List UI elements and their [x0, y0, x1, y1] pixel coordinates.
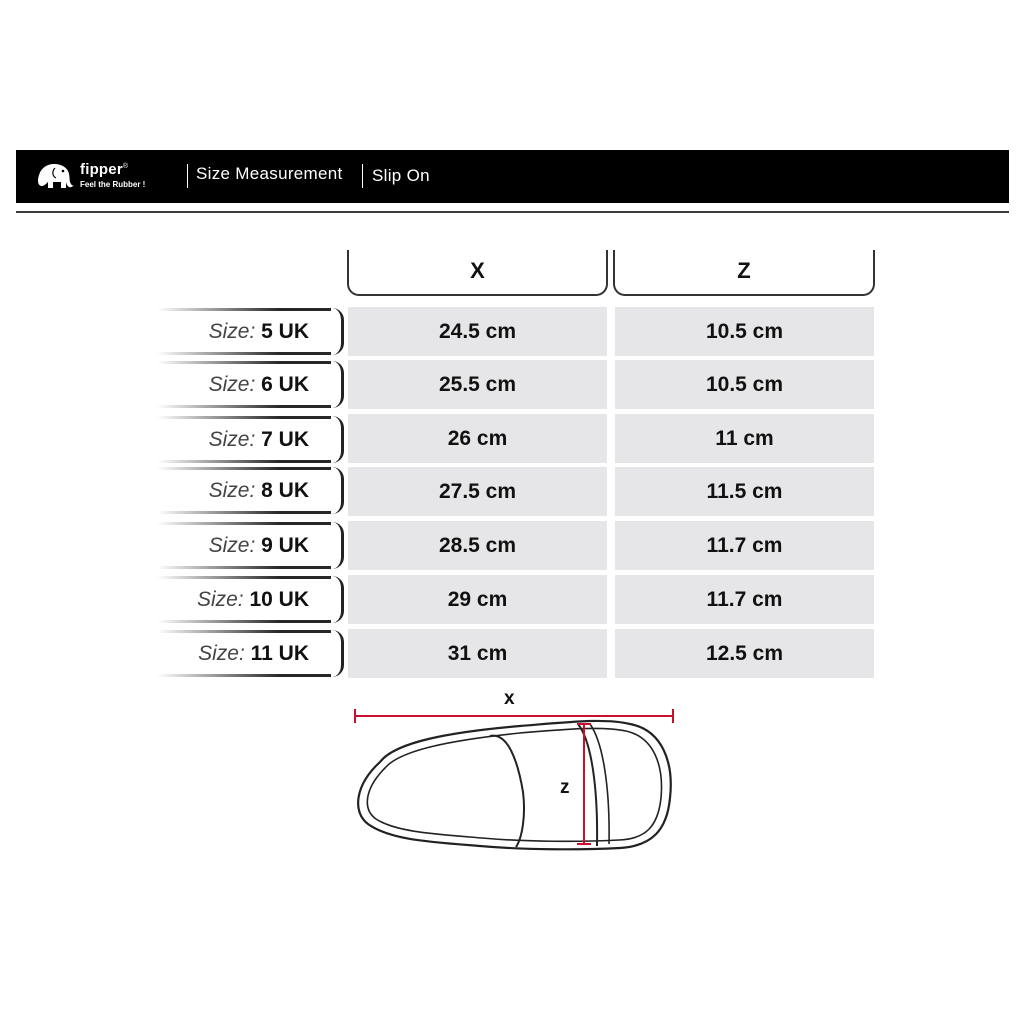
cell-z: 10.5 cm: [615, 307, 874, 356]
slipper-diagram: [340, 680, 690, 860]
elephant-icon: [33, 159, 75, 191]
size-label: Size: 8 UK: [157, 467, 344, 514]
brand-tagline: Feel the Rubber !: [80, 180, 146, 189]
page-title: Size Measurement: [196, 164, 343, 183]
column-header-x: X: [347, 250, 608, 296]
size-label: Size: 9 UK: [157, 522, 344, 569]
cell-x: 27.5 cm: [348, 467, 607, 516]
page-subtitle: Slip On: [372, 166, 430, 185]
cell-z: 10.5 cm: [615, 360, 874, 409]
size-label: Size: 7 UK: [157, 416, 344, 463]
column-header-z: Z: [613, 250, 875, 296]
cell-x: 31 cm: [348, 629, 607, 678]
cell-z: 11 cm: [615, 414, 874, 463]
cell-z: 11.5 cm: [615, 467, 874, 516]
header-divider: [187, 164, 188, 188]
slipper-icon: [340, 680, 690, 860]
z-dimension-label: z: [560, 777, 570, 798]
cell-z: 12.5 cm: [615, 629, 874, 678]
size-label: Size: 10 UK: [157, 576, 344, 623]
cell-z: 11.7 cm: [615, 521, 874, 570]
cell-z: 11.7 cm: [615, 575, 874, 624]
cell-x: 29 cm: [348, 575, 607, 624]
x-dimension-label: x: [504, 688, 515, 709]
cell-x: 28.5 cm: [348, 521, 607, 570]
size-label: Size: 6 UK: [157, 361, 344, 408]
cell-x: 24.5 cm: [348, 307, 607, 356]
cell-x: 26 cm: [348, 414, 607, 463]
brand-name: fipper®: [80, 161, 129, 178]
header-divider: [362, 164, 363, 188]
header-rule: [16, 211, 1009, 213]
size-label: Size: 11 UK: [157, 630, 344, 677]
cell-x: 25.5 cm: [348, 360, 607, 409]
header-bar: [16, 150, 1009, 203]
size-label: Size: 5 UK: [157, 308, 344, 355]
